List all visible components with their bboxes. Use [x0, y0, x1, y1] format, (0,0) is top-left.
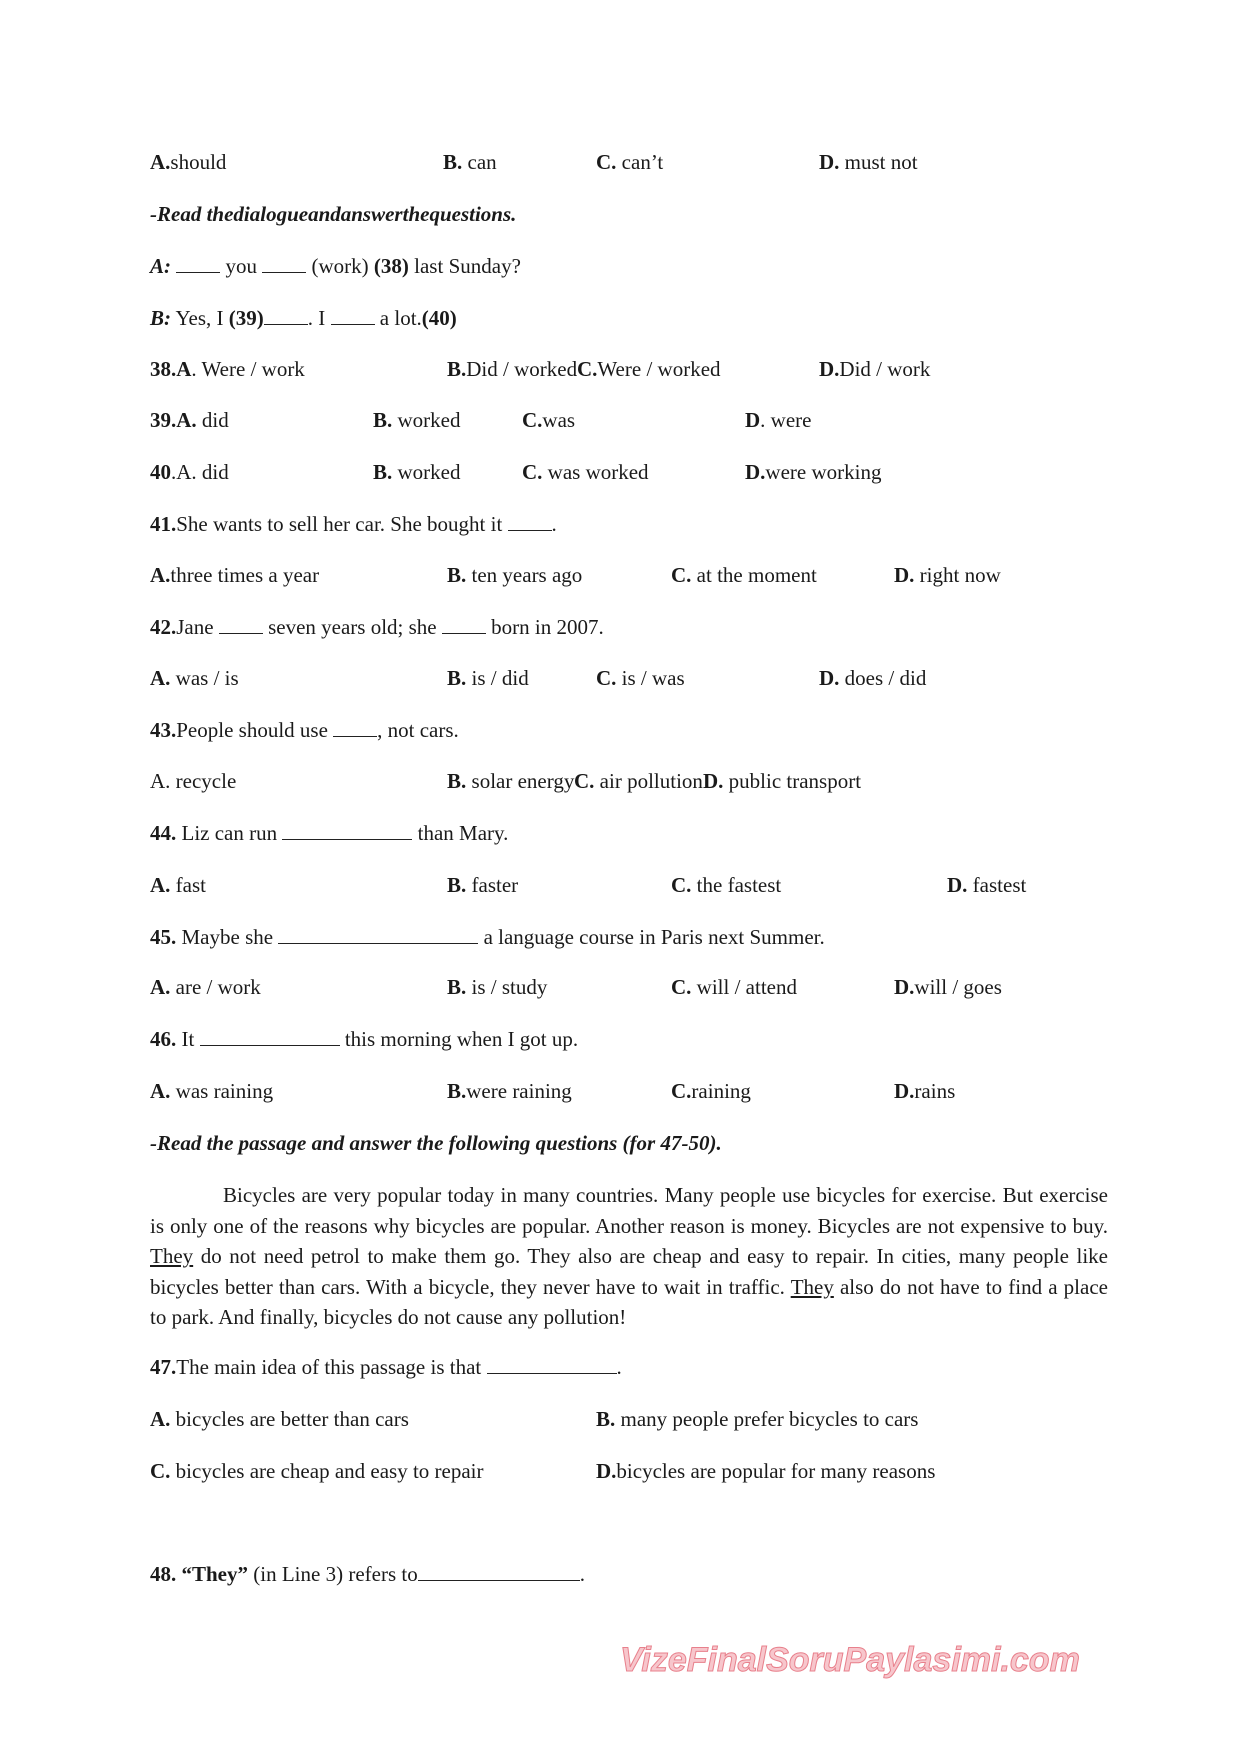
q46-option-a[interactable] — [150, 1079, 273, 1103]
q47-option-d[interactable] — [596, 1459, 935, 1483]
option-a[interactable] — [150, 150, 226, 174]
q45-option-b[interactable] — [447, 975, 547, 999]
option-label: B. — [447, 357, 467, 381]
option-label: C. — [671, 563, 692, 587]
text: you — [225, 254, 257, 278]
option-text: faster — [466, 873, 519, 897]
label: A. — [150, 150, 171, 174]
option-label: C. — [150, 1459, 171, 1483]
q42-option-b[interactable] — [447, 666, 529, 690]
option-text: solar energy — [466, 769, 575, 793]
option-label: C. — [522, 408, 543, 432]
option-label: D — [745, 408, 761, 432]
option-text: fastest — [967, 873, 1027, 897]
option-label: B. — [373, 408, 393, 432]
q41-option-c[interactable] — [671, 563, 817, 587]
option-label: C. — [671, 1079, 692, 1103]
q46-option-c[interactable] — [671, 1079, 751, 1103]
q40-option-b[interactable] — [373, 460, 461, 484]
dialogue-line-a — [150, 254, 521, 278]
q41-option-d[interactable] — [894, 563, 1001, 587]
q44-option-d[interactable] — [947, 873, 1026, 897]
option-label: B. — [447, 873, 467, 897]
blank — [200, 1027, 340, 1046]
number: (40) — [421, 306, 457, 330]
reading-passage — [150, 1180, 1108, 1333]
q41-option-b[interactable] — [447, 563, 582, 587]
dialogue-line-b — [150, 306, 457, 330]
option-label: A. — [150, 1079, 171, 1103]
option-text: will / goes — [914, 975, 1002, 999]
q39-option-b[interactable] — [373, 408, 461, 432]
option-text: A. recycle — [150, 769, 237, 793]
blank — [331, 306, 375, 325]
q41-option-a[interactable] — [150, 563, 319, 587]
option-text: Did / worked — [466, 357, 578, 381]
speaker: B: — [150, 306, 171, 330]
option-text: did — [196, 408, 229, 432]
q42-option-a[interactable] — [150, 666, 239, 690]
option-label: B. — [447, 666, 467, 690]
option-label: D. — [819, 357, 840, 381]
q43-option-c[interactable] — [574, 769, 703, 793]
option-text: was / is — [170, 666, 239, 690]
option-text: bicycles are cheap and easy to repair — [170, 1459, 484, 1483]
option-label: D. — [947, 873, 968, 897]
q38-option-c[interactable] — [577, 357, 721, 381]
text: The main idea of this passage is that — [176, 1355, 482, 1379]
text: must not — [839, 150, 918, 174]
text: than Mary. — [417, 821, 509, 845]
option-label: D. — [745, 460, 766, 484]
q41-stem — [150, 512, 557, 536]
question-number: 38. — [150, 357, 177, 381]
option-text: bicycles are popular for many reasons — [616, 1459, 936, 1483]
q43-option-d[interactable] — [703, 769, 861, 793]
option-label: A. — [150, 563, 171, 587]
number: 45. — [150, 925, 177, 949]
option-text: .A. did — [171, 460, 229, 484]
q47-option-c[interactable] — [150, 1459, 484, 1483]
option-label: D. — [894, 1079, 915, 1103]
underlined-word: They — [790, 1274, 834, 1299]
q48-stem — [150, 1562, 585, 1586]
number: 46. — [150, 1027, 177, 1051]
option-text: . were — [760, 408, 812, 432]
heading-text: -Read thedialogueandanswerthequestions. — [150, 202, 517, 226]
option-text: are / work — [170, 975, 261, 999]
q44-option-c[interactable] — [671, 873, 781, 897]
text: born in 2007. — [491, 615, 604, 639]
text: Yes, I — [175, 306, 224, 330]
q47-option-a[interactable] — [150, 1407, 409, 1431]
option-text: Were / worked — [597, 357, 721, 381]
option-label: C. — [574, 769, 595, 793]
heading-text: -Read the passage and answer the following questions (for 47-50). — [150, 1131, 722, 1155]
speaker: A: — [150, 254, 171, 278]
q39-option-c[interactable] — [522, 408, 575, 432]
option-text: will / attend — [691, 975, 797, 999]
q38-option-b[interactable] — [447, 357, 577, 381]
text: , not cars. — [377, 718, 459, 742]
option-label: A. — [150, 975, 171, 999]
q43-option-b[interactable] — [447, 769, 574, 793]
option-label: D. — [596, 1459, 617, 1483]
text: (work) — [311, 254, 369, 278]
option-d[interactable] — [819, 150, 918, 174]
option-label: B. — [447, 563, 467, 587]
option-c[interactable] — [596, 150, 663, 174]
option-label: C. — [596, 666, 617, 690]
option-text: bicycles are better than cars — [170, 1407, 409, 1431]
q40-option-d[interactable] — [745, 460, 881, 484]
option-label: D. — [819, 666, 840, 690]
label: D. — [819, 150, 840, 174]
option-label: B. — [447, 975, 467, 999]
q42-option-d[interactable] — [819, 666, 926, 690]
blank — [282, 821, 412, 840]
q45-option-c[interactable] — [671, 975, 797, 999]
option-label: A. — [150, 873, 171, 897]
option-text: is / did — [466, 666, 529, 690]
q39-option-d[interactable] — [745, 408, 811, 432]
number: (39) — [228, 306, 264, 330]
text: should — [170, 150, 227, 174]
text: . I — [307, 306, 326, 330]
option-label: D. — [894, 563, 915, 587]
text: Bicycles are very popular today in many countries. Many people use bicycles for exercise. But exercise is only one of the reasons why bicycles are popular. Another reason is money. Bicycles are not expensive to buy. — [150, 1183, 1108, 1238]
option-text: public transport — [723, 769, 862, 793]
text: this morning when I got up. — [344, 1027, 579, 1051]
text: can’t — [616, 150, 664, 174]
option-text: . Were / work — [191, 357, 305, 381]
option-label: A — [176, 357, 192, 381]
option-label: A. — [150, 1407, 171, 1431]
option-text: the fastest — [691, 873, 782, 897]
number: 42. — [150, 615, 177, 639]
option-label: A. — [176, 408, 197, 432]
q47-option-b[interactable] — [596, 1407, 918, 1431]
watermark: VizeFinalSoruPaylasimi.com — [620, 1641, 1080, 1679]
option-text: were working — [765, 460, 882, 484]
option-label: B. — [373, 460, 393, 484]
option-text: does / did — [839, 666, 927, 690]
option-text: was worked — [542, 460, 649, 484]
text: seven years old; she — [268, 615, 437, 639]
q46-option-d[interactable] — [894, 1079, 955, 1103]
q45-option-d[interactable] — [894, 975, 1002, 999]
q44-option-a[interactable] — [150, 873, 206, 897]
text: . — [579, 1562, 585, 1586]
option-text: worked — [392, 460, 461, 484]
text: . — [551, 512, 557, 536]
option-label: B. — [596, 1407, 616, 1431]
text: do not need petrol to make them go. They also are cheap and easy to repair. In cities, many people like bicycles better than cars. With a bicycle, they never have to wait in traffic. — [150, 1244, 1108, 1299]
option-b[interactable] — [443, 150, 497, 174]
section-heading-dialogue — [150, 202, 516, 226]
q38-option-a[interactable] — [150, 357, 305, 381]
blank — [262, 254, 306, 273]
number: 48. — [150, 1562, 177, 1586]
text: (in Line 3) refers to — [248, 1562, 418, 1586]
option-text: worked — [392, 408, 461, 432]
q45-stem — [150, 925, 825, 949]
underlined-word: They — [150, 1244, 194, 1268]
q43-option-a[interactable] — [150, 769, 236, 793]
q39-option-a[interactable] — [150, 408, 229, 432]
blank — [442, 615, 486, 634]
option-label: B. — [447, 769, 467, 793]
q46-stem — [150, 1027, 578, 1051]
option-text: is / was — [616, 666, 685, 690]
option-label: C. — [671, 873, 692, 897]
option-text: raining — [691, 1079, 751, 1103]
text: a lot. — [379, 306, 422, 330]
q42-stem — [150, 615, 604, 639]
blank — [278, 925, 478, 944]
option-text: air pollution — [594, 769, 703, 793]
number: 47. — [150, 1355, 177, 1379]
option-label: A. — [150, 666, 171, 690]
option-text: was raining — [170, 1079, 274, 1103]
q45-option-a[interactable] — [150, 975, 261, 999]
label: B. — [443, 150, 463, 174]
option-label: B. — [447, 1079, 467, 1103]
blank — [333, 718, 377, 737]
label: C. — [596, 150, 617, 174]
text: Jane — [176, 615, 214, 639]
option-text: Did / work — [839, 357, 931, 381]
q40-option-c[interactable] — [522, 460, 649, 484]
option-label: D. — [703, 769, 724, 793]
option-label: C. — [522, 460, 543, 484]
option-text: fast — [170, 873, 206, 897]
q40-option-a[interactable] — [150, 460, 229, 484]
section-heading-passage — [150, 1131, 722, 1155]
text: . — [616, 1355, 622, 1379]
q38-option-d[interactable] — [819, 357, 930, 381]
text: a language course in Paris next Summer. — [483, 925, 825, 949]
quote: “They” — [176, 1562, 249, 1586]
number: 43. — [150, 718, 177, 742]
text: also do not have to find a place to park. And finally, bicycles do not cause any pollution! — [150, 1274, 1108, 1329]
text: She wants to sell her car. She bought it — [176, 512, 503, 536]
text: last Sunday? — [414, 254, 521, 278]
text: People should use — [176, 718, 328, 742]
option-text: is / study — [466, 975, 548, 999]
question-number: 40 — [150, 460, 171, 484]
question-number: 39. — [150, 408, 177, 432]
blank — [264, 306, 308, 325]
number: 41. — [150, 512, 177, 536]
option-label: D. — [894, 975, 915, 999]
q43-stem — [150, 718, 459, 742]
option-text: at the moment — [691, 563, 817, 587]
number: 44. — [150, 821, 177, 845]
q47-stem — [150, 1355, 622, 1379]
blank — [487, 1355, 617, 1374]
text: Maybe she — [176, 925, 274, 949]
option-text: was — [542, 408, 576, 432]
option-text: rains — [914, 1079, 956, 1103]
q42-option-c[interactable] — [596, 666, 685, 690]
number: (38) — [373, 254, 409, 278]
option-text: right now — [914, 563, 1001, 587]
blank — [176, 254, 220, 273]
option-label: C. — [671, 975, 692, 999]
option-text: many people prefer bicycles to cars — [615, 1407, 919, 1431]
q44-option-b[interactable] — [447, 873, 518, 897]
option-label: C. — [577, 357, 598, 381]
option-text: were raining — [466, 1079, 572, 1103]
blank — [418, 1562, 580, 1581]
option-text: three times a year — [170, 563, 320, 587]
q44-stem — [150, 821, 508, 845]
q46-option-b[interactable] — [447, 1079, 572, 1103]
blank — [219, 615, 263, 634]
text: Liz can run — [176, 821, 278, 845]
option-text: ten years ago — [466, 563, 583, 587]
text: can — [462, 150, 497, 174]
blank — [508, 512, 552, 531]
text: It — [176, 1027, 195, 1051]
